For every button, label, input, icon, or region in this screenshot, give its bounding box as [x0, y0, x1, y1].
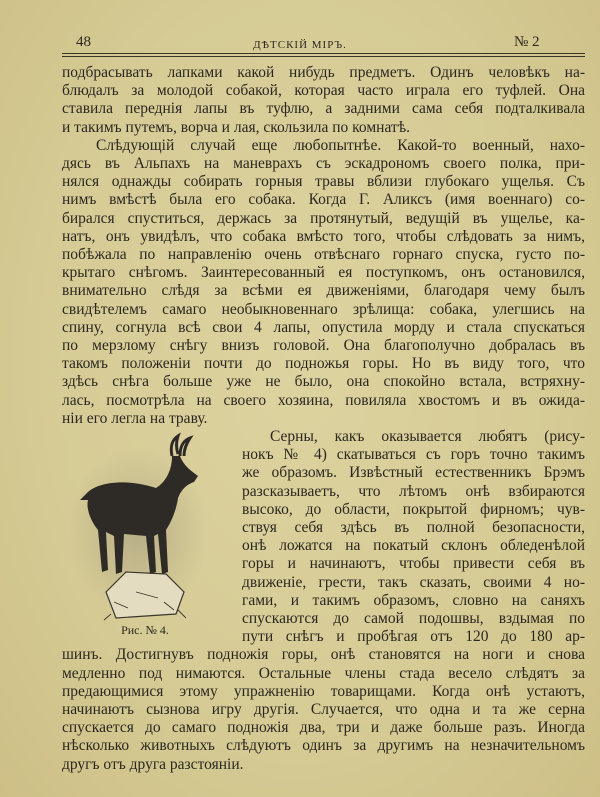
text-line: нялся однажды собирать горныя травы вблизи глубокаго ущелья. Съ: [62, 173, 585, 191]
figure-caption: Рис. № 4.: [121, 623, 169, 637]
text-line: такомъ положенiи почти до подножья горы. Но въ виду того, что: [62, 355, 585, 373]
text-line: разсказываетъ, что лѣтомъ онѣ взбираются: [242, 482, 585, 500]
text-line: побѣжала по направленiю очень отвѣснаго горнаго спуска, густо по-: [62, 246, 585, 263]
text-line: нимъ вмѣстѣ была его собака. Когда Г. Аликсъ (имя военнаго) со-: [62, 191, 585, 209]
text-line: спускаются до самой подошвы, вздымая по: [242, 610, 585, 627]
chamois-illustration: [66, 432, 218, 622]
text-line: же образомъ. Извѣстный естественникъ Брэмъ: [242, 464, 585, 482]
text-line: подбрасывать лапками какой нибудь предметъ. Одинъ человѣкъ на-: [62, 64, 585, 81]
text-line: ствуя себя здѣсь въ полной безопасности,: [242, 519, 585, 536]
text-line: крытаго снѣгомъ. Заинтересованный ея поступкомъ, онъ остановился,: [62, 264, 585, 282]
text-line: свидѣтелемъ самаго необыкновеннаго зрѣлища: собака, улегшись на: [62, 300, 585, 318]
text-line: пути снѣгъ и пробѣгая отъ 120 до 180 ар-: [242, 628, 585, 646]
text-line: высоко, до области, покрытой фирномъ; чув-: [242, 500, 585, 518]
text-line: Серны, какъ оказывается любятъ (рису-: [270, 428, 585, 445]
text-line: Слѣдующiй случай еще любопытнѣе. Какой-то военный, нахо-: [96, 136, 585, 154]
text-line: онѣ ложатся на покатый склонъ обледенѣлой: [242, 537, 585, 555]
text-line: нокъ № 4) скатываться съ горъ точно такимъ: [242, 446, 585, 464]
text-line: медленно под нимаются. Остальные члены стада весело слѣдятъ за: [62, 664, 585, 682]
text-line: спину, согнула всѣ свои 4 лапы, опустила морду и стала спускаться: [62, 318, 585, 336]
text-line: и такимъ путемъ, ворча и лая, скользила по комнатѣ.: [62, 118, 410, 136]
text-line: здѣсь снѣга больше уже не было, она спокойно встала, встряхну-: [62, 373, 585, 391]
page-number: 48: [76, 34, 91, 50]
text-line: гами, и такимъ образомъ, словно на саняхъ: [242, 591, 585, 609]
text-line: лась, посмотрѣла на своего хозяина, повиляла хвостомъ и въ ожида-: [62, 391, 585, 409]
header-rule-thin: [62, 56, 585, 57]
text-line: блюдалъ за молодой собакой, которая часто играла его туфлей. Она: [62, 82, 585, 100]
running-title: ДѢТСКIЙ МIРЪ.: [253, 39, 347, 51]
text-line: спускается до самаго подножiя два, три и даже больше разъ. Иногда: [62, 719, 585, 737]
text-line: движенiе, грести, такъ сказать, своими 4 но-: [242, 573, 585, 591]
text-line: бирался спуститься, держась за протянутый, ведущiй въ ущелье, ка-: [62, 209, 585, 227]
text-line: нiи его легла на траву.: [62, 409, 208, 427]
issue-number: № 2: [514, 34, 540, 50]
text-line: шинъ. Достигнувъ подножiя горы, онѣ становятся на ноги и снова: [62, 646, 585, 664]
text-line: внимательно слѣдя за всѣми ея движенiями, благодаря чему былъ: [62, 282, 585, 300]
text-line: ставила переднiя лапы въ туфлю, а задними сама себя подталкивала: [62, 100, 585, 118]
text-line: начинаютъ сызнова игру другiя. Случается, что одна и та же серна: [62, 701, 585, 718]
chamois-horns: [171, 436, 190, 456]
text-line: по мерзлому снѣгу внизъ головой. Она благополучно добралась въ: [62, 337, 585, 354]
text-line: дясь въ Альпахъ на маневрахъ съ эскадрономъ своего полка, при-: [62, 155, 585, 172]
text-line: горы и начинаютъ, чтобы привести себя въ: [242, 555, 585, 573]
header-rule: [62, 53, 585, 54]
text-line: нѣсколько животныхъ слѣдуютъ одинъ за другимъ на незначительномъ: [62, 737, 585, 755]
text-line: предающимися этому упражненiю товарищами. Когда онѣ устаютъ,: [62, 682, 585, 700]
text-line: натъ, онъ увидѣлъ, что собака вмѣсто того, чтобы слѣдовать за нимъ,: [62, 227, 585, 245]
text-line: другъ отъ друга разстоянiи.: [62, 755, 244, 773]
